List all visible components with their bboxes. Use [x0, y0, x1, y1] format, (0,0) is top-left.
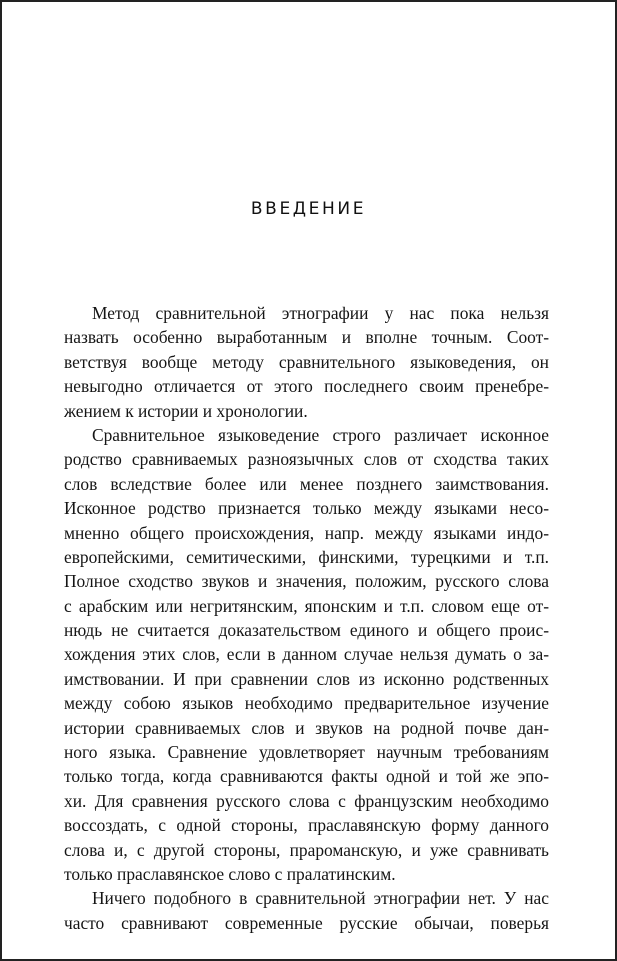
text-line: воссоздать, с одной стороны, праславянскую форму данного: [64, 815, 549, 836]
text-line: жением к истории и хронологии.: [64, 400, 308, 421]
text-line: между собою языков необходимо предварительное изучение: [64, 693, 549, 714]
text-line: хождения этих слов, если в данном случае нельзя думать о за-: [64, 644, 549, 665]
text-line: истории сравниваемых слов и звуков на родной почве дан-: [64, 717, 549, 738]
chapter-title: ВВЕДЕНИЕ: [250, 199, 367, 219]
paragraph-1: [64, 301, 549, 423]
text-line: Сравнительное языковедение строго различает исконное: [92, 424, 549, 445]
text-line: европейскими, семитическими, финскими, турецкими и т.п.: [64, 546, 549, 567]
text-line: невыгодно отличается от этого последнего своим пренебре-: [64, 376, 549, 397]
text-line: Полное сходство звуков и значения, положим, русского слова: [64, 571, 549, 592]
text-line: слов вследствие более или менее позднего заимствования.: [64, 473, 549, 494]
text-line: ветствуя вообще методу сравнительного языковедения, он: [64, 351, 549, 372]
text-line: только праславянское слово с пралатинским.: [64, 863, 396, 884]
text-line: нюдь не считается доказательством единого и общего проис-: [64, 620, 549, 641]
text-line: Ничего подобного в сравнительной этнографии нет. У нас: [92, 888, 549, 909]
text-line: часто сравнивают современные русские обычаи, поверья: [64, 912, 549, 933]
text-line: слова и, с другой стороны, прароманскую, и уже сравнивать: [64, 839, 549, 860]
body-text: [64, 301, 549, 935]
paragraph-2: [64, 423, 549, 886]
text-line: назвать особенно выработанным и вполне точным. Соот-: [64, 327, 549, 348]
text-line: Метод сравнительной этнографии у нас пока нельзя: [92, 303, 549, 323]
text-line: хи. Для сравнения русского слова с французским необходимо: [64, 790, 549, 811]
text-line: Исконное родство признается только между языками несо-: [64, 498, 549, 519]
text-line: с арабским или негритянским, японским и т.п. словом еще от-: [64, 595, 549, 616]
text-line: ного языка. Сравнение удовлетворяет научным требованиям: [64, 742, 549, 763]
text-line: только тогда, когда сравниваются факты одной и той же эпо-: [64, 766, 549, 787]
paragraph-3: [64, 886, 549, 935]
text-line: родство сравниваемых разноязычных слов от сходства таких: [64, 449, 549, 470]
text-line: мненно общего происхождения, напр. между языками индо-: [64, 522, 549, 543]
text-line: имствовании. И при сравнении слов из исконно родственных: [64, 668, 549, 689]
